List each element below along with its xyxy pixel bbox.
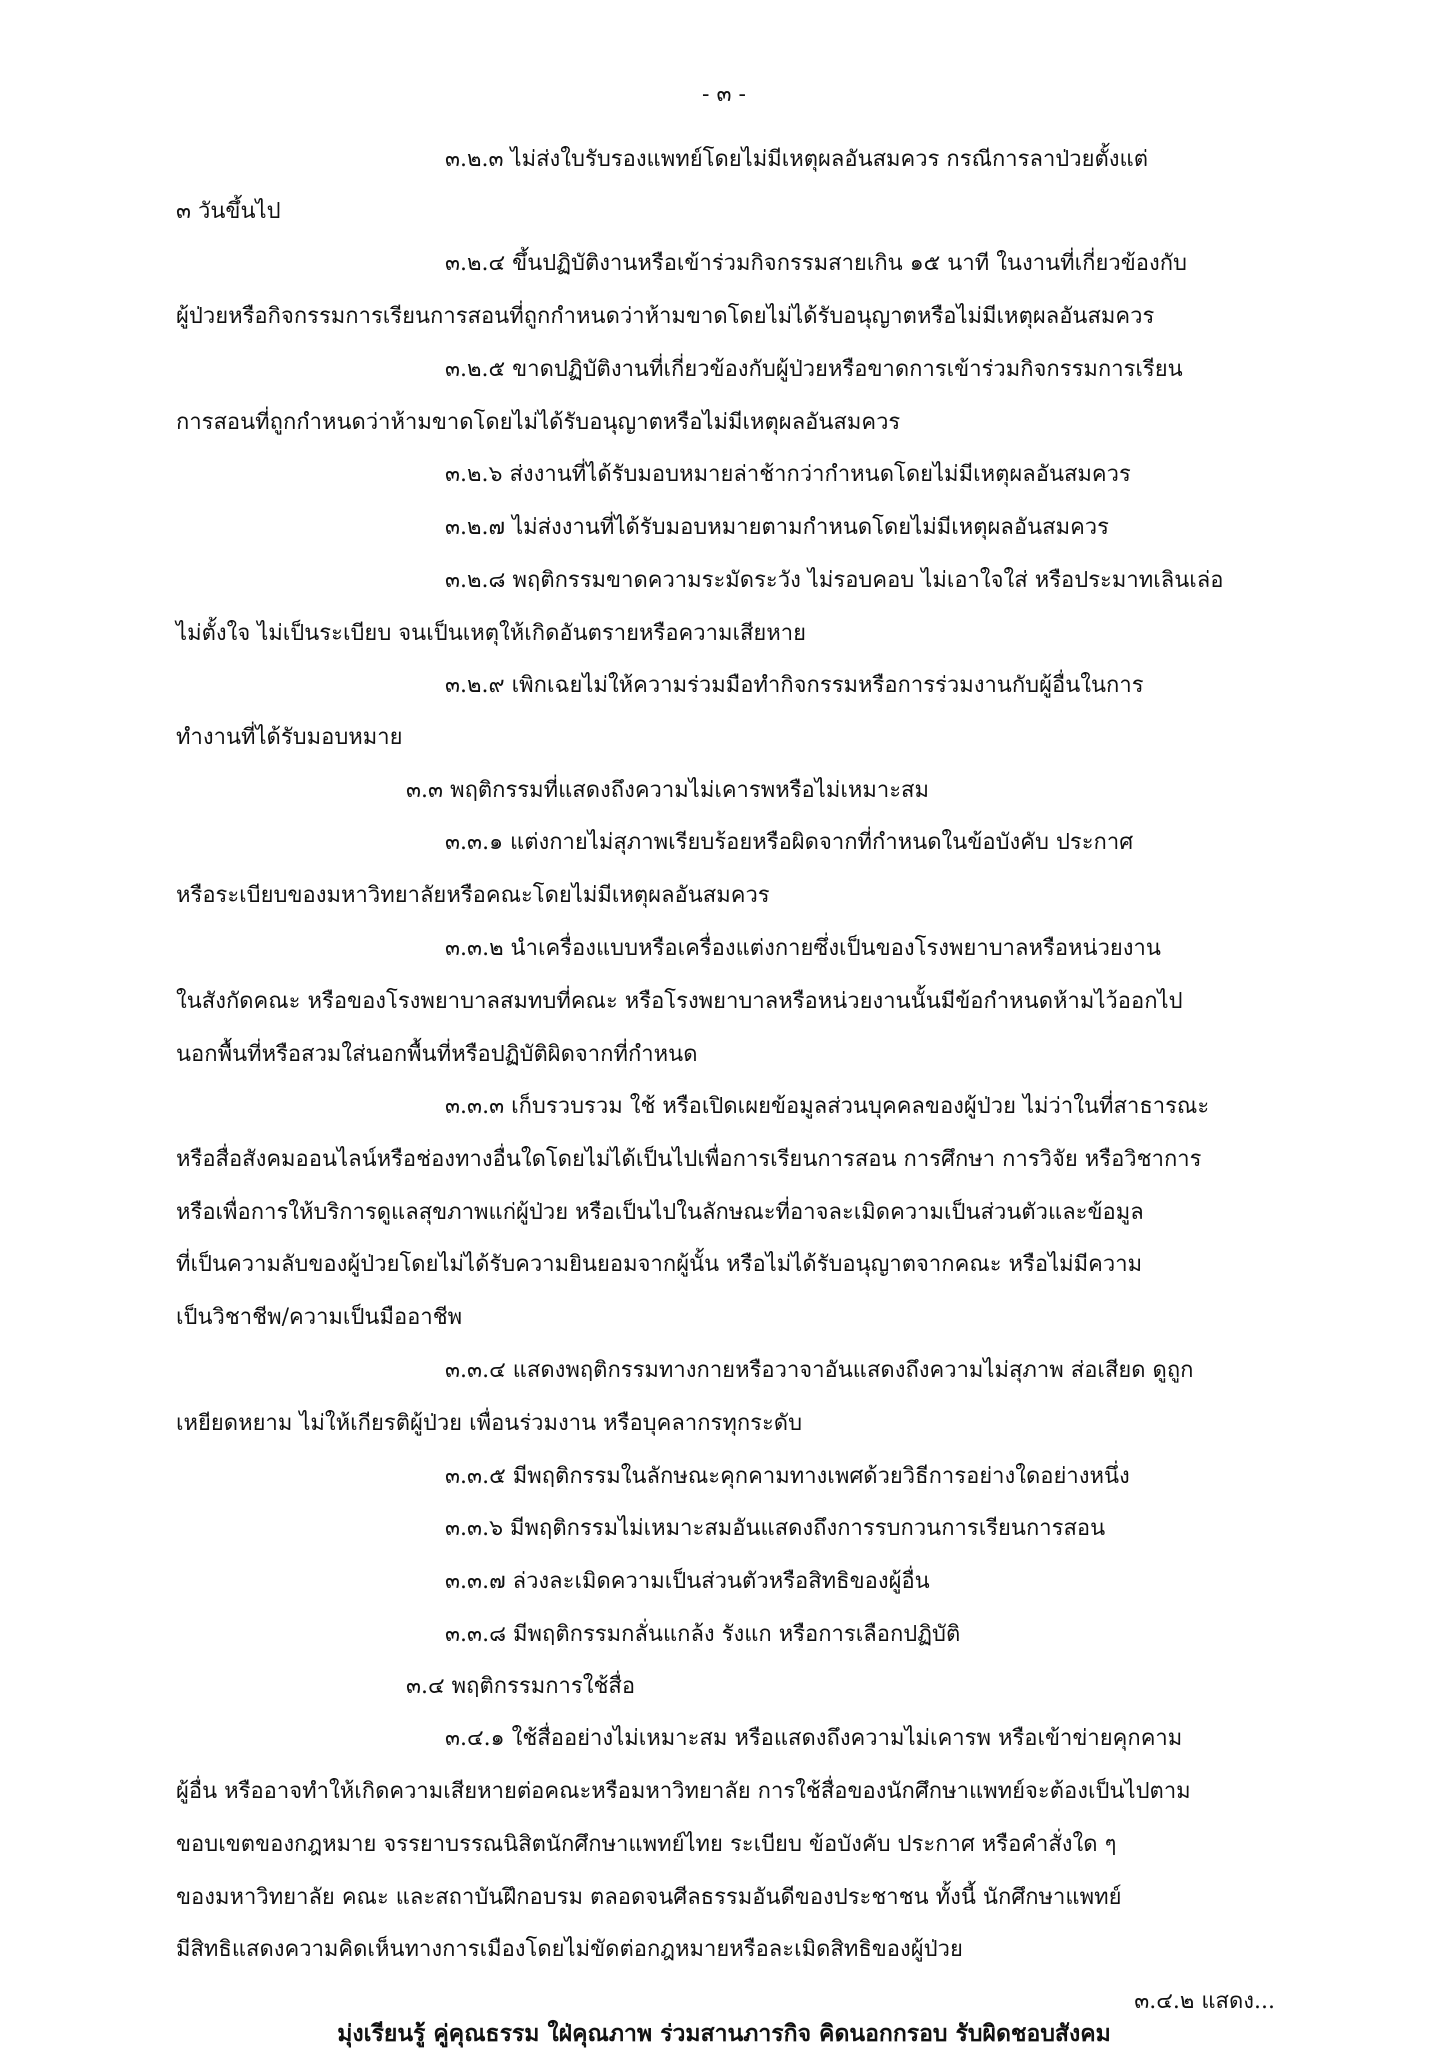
section-heading: ๓.๓ พฤติกรรมที่แสดงถึงความไม่เคารพหรือไม่เหมาะสม xyxy=(406,778,929,803)
text-line: ๓.๒.๙ เพิกเฉยไม่ให้ความร่วมมือทำกิจกรรมหรือการร่วมงานกับผู้อื่นในการ xyxy=(445,673,1144,698)
text-line: ๓.๒.๖ ส่งงานที่ได้รับมอบหมายล่าช้ากว่ากำหนดโดยไม่มีเหตุผลอันสมควร xyxy=(445,462,1131,487)
text-line: ๓.๓.๓ เก็บรวบรวม ใช้ หรือเปิดเผยข้อมูลส่วนบุคคลของผู้ป่วย ไม่ว่าในที่สาธารณะ xyxy=(445,1094,1210,1119)
text-line: หรือเพื่อการให้บริการดูแลสุขภาพแก่ผู้ป่วย หรือเป็นไปในลักษณะที่อาจละเมิดความเป็นส่วนตัวและข้อมูล xyxy=(176,1200,1144,1225)
text-line: ผู้อื่น หรืออาจทำให้เกิดความเสียหายต่อคณะหรือมหาวิทยาลัย การใช้สื่อของนักศึกษาแพทย์จะต้องเป็นไปตาม xyxy=(176,1779,1191,1804)
text-line: ทำงานที่ได้รับมอบหมาย xyxy=(176,725,403,750)
text-line: เป็นวิชาชีพ/ความเป็นมืออาชีพ xyxy=(176,1305,463,1330)
text-line: ผู้ป่วยหรือกิจกรรมการเรียนการสอนที่ถูกกำหนดว่าห้ามขาดโดยไม่ได้รับอนุญาตหรือไม่มีเหตุผลอันสมควร xyxy=(176,304,1155,329)
text-line: ๓.๒.๗ ไม่ส่งงานที่ได้รับมอบหมายตามกำหนดโดยไม่มีเหตุผลอันสมควร xyxy=(445,515,1109,540)
text-line: นอกพื้นที่หรือสวมใส่นอกพื้นที่หรือปฏิบัติผิดจากที่กำหนด xyxy=(176,1042,698,1067)
text-line: ๓.๓.๒ นำเครื่องแบบหรือเครื่องแต่งกายซึ่งเป็นของโรงพยาบาลหรือหน่วยงาน xyxy=(445,936,1161,961)
text-line: ๓.๓.๕ มีพฤติกรรมในลักษณะคุกคามทางเพศด้วยวิธีการอย่างใดอย่างหนึ่ง xyxy=(445,1464,1130,1489)
text-line: ๓.๒.๕ ขาดปฏิบัติงานที่เกี่ยวข้องกับผู้ป่วยหรือขาดการเข้าร่วมกิจกรรมการเรียน xyxy=(445,357,1183,382)
text-line: ๓.๒.๓ ไม่ส่งใบรับรองแพทย์โดยไม่มีเหตุผลอันสมควร กรณีการลาป่วยตั้งแต่ xyxy=(445,147,1149,172)
text-line: ไม่ตั้งใจ ไม่เป็นระเบียบ จนเป็นเหตุให้เกิดอันตรายหรือความเสียหาย xyxy=(176,621,807,646)
page-number: - ๓ - xyxy=(702,82,746,107)
text-line: ในสังกัดคณะ หรือของโรงพยาบาลสมทบที่คณะ หรือโรงพยาบาลหรือหน่วยงานนั้นมีข้อกำหนดห้ามไว้ออกไป xyxy=(176,989,1183,1014)
text-line: ๓.๓.๔ แสดงพฤติกรรมทางกายหรือวาจาอันแสดงถึงความไม่สุภาพ ส่อเสียด ดูถูก xyxy=(445,1358,1194,1383)
text-line: หรือระเบียบของมหาวิทยาลัยหรือคณะโดยไม่มีเหตุผลอันสมควร xyxy=(176,883,770,908)
text-line: ของมหาวิทยาลัย คณะ และสถาบันฝึกอบรม ตลอดจนศีลธรรมอันดีของประชาชน ทั้งนี้ นักศึกษาแพทย์ xyxy=(176,1885,1122,1910)
section-heading: ๓.๔ พฤติกรรมการใช้สื่อ xyxy=(406,1674,636,1699)
text-line: หรือสื่อสังคมออนไลน์หรือช่องทางอื่นใดโดยไม่ได้เป็นไปเพื่อการเรียนการสอน การศึกษา การวิจัย หรือวิชาการ xyxy=(176,1147,1202,1172)
text-line: ๓.๓.๗ ล่วงละเมิดความเป็นส่วนตัวหรือสิทธิของผู้อื่น xyxy=(445,1569,930,1594)
text-line: ๓.๓.๘ มีพฤติกรรมกลั่นแกล้ง รังแก หรือการเลือกปฏิบัติ xyxy=(445,1622,961,1647)
text-line: เหยียดหยาม ไม่ให้เกียรติผู้ป่วย เพื่อนร่วมงาน หรือบุคลากรทุกระดับ xyxy=(176,1411,803,1436)
text-line: มีสิทธิแสดงความคิดเห็นทางการเมืองโดยไม่ขัดต่อกฎหมายหรือละเมิดสิทธิของผู้ป่วย xyxy=(176,1937,963,1962)
text-line: ที่เป็นความลับของผู้ป่วยโดยไม่ได้รับความยินยอมจากผู้นั้น หรือไม่ได้รับอนุญาตจากคณะ หรือไม่มีความ xyxy=(176,1252,1143,1277)
text-line: ๓ วันขึ้นไป xyxy=(176,199,281,224)
text-line: ๓.๒.๔ ขึ้นปฏิบัติงานหรือเข้าร่วมกิจกรรมสายเกิน ๑๕ นาที ในงานที่เกี่ยวข้องกับ xyxy=(445,251,1187,276)
text-line: ๓.๒.๘ พฤติกรรมขาดความระมัดระวัง ไม่รอบคอบ ไม่เอาใจใส่ หรือประมาทเลินเล่อ xyxy=(445,568,1224,593)
text-line: ๓.๓.๑ แต่งกายไม่สุภาพเรียบร้อยหรือผิดจากที่กำหนดในข้อบังคับ ประกาศ xyxy=(445,830,1134,855)
text-line: การสอนที่ถูกกำหนดว่าห้ามขาดโดยไม่ได้รับอนุญาตหรือไม่มีเหตุผลอันสมควร xyxy=(176,410,901,435)
text-line: ๓.๓.๖ มีพฤติกรรมไม่เหมาะสมอันแสดงถึงการรบกวนการเรียนการสอน xyxy=(445,1516,1106,1541)
footer-motto: มุ่งเรียนรู้ คู่คุณธรรม ใฝ่คุณภาพ ร่วมสานภารกิจ คิดนอกกรอบ รับผิดชอบสังคม xyxy=(337,2020,1111,2047)
text-line: ขอบเขตของกฎหมาย จรรยาบรรณนิสิตนักศึกษาแพทย์ไทย ระเบียบ ข้อบังคับ ประกาศ หรือคำสั่งใด ๆ xyxy=(176,1832,1117,1857)
text-line: ๓.๔.๑ ใช้สื่ออย่างไม่เหมาะสม หรือแสดงถึงความไม่เคารพ หรือเข้าข่ายคุกคาม xyxy=(445,1726,1183,1751)
continuation-marker: ๓.๔.๒ แสดง... xyxy=(1134,1989,1275,2014)
